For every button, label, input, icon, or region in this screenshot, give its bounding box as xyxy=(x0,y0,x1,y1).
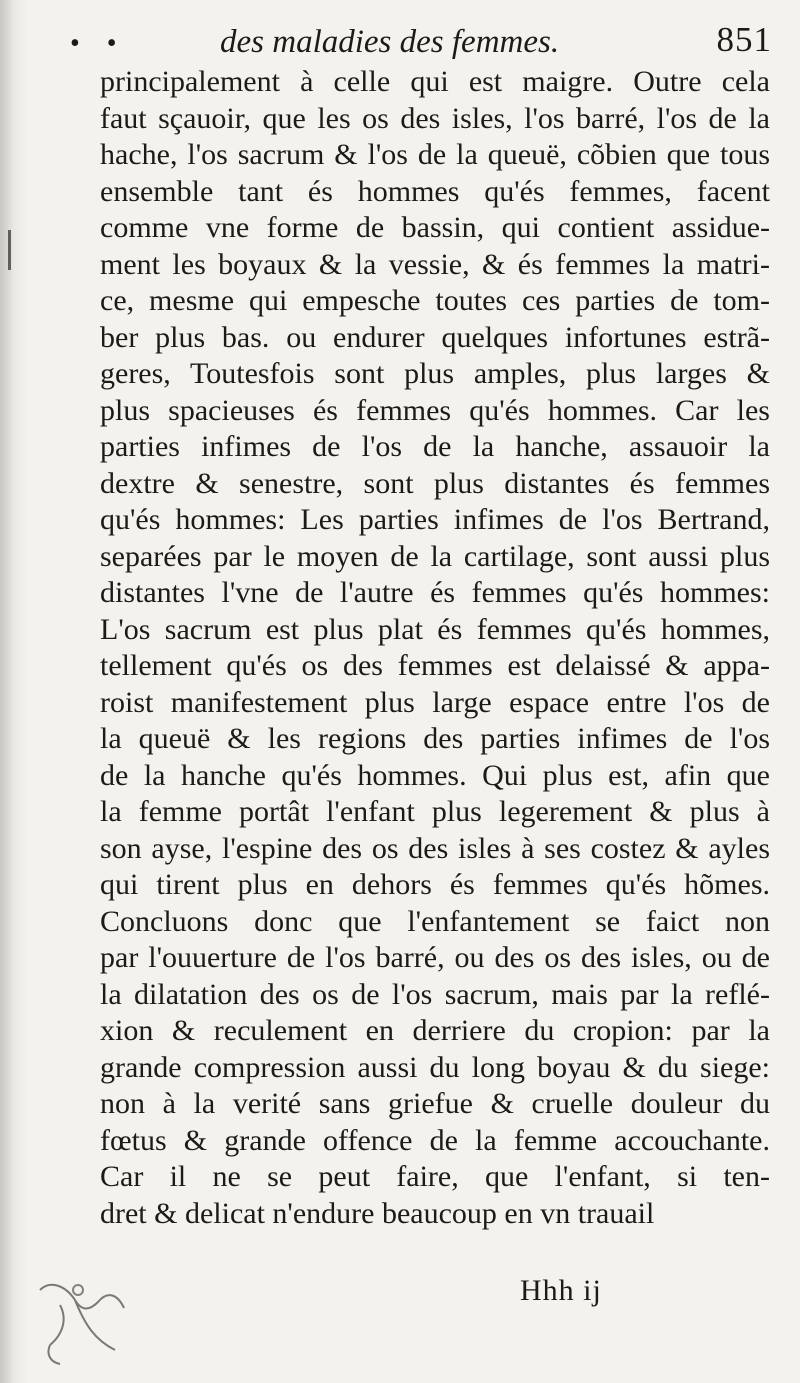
body-text xyxy=(100,64,770,1232)
text-line: son ayse, l'espine des os des isles à ses costez & ayles xyxy=(100,831,770,865)
text-line: Concluons donc que l'enfantement se faict non xyxy=(100,904,770,938)
text-line: la femme portât l'enfant plus legerement & plus à xyxy=(100,795,770,828)
text-line: separées par le moyen de la cartilage, sont aussi plus xyxy=(100,539,770,573)
text-line: principalement à celle qui est maigre. Outre cela xyxy=(100,65,770,98)
text-line: tellement qu'és os des femmes est delaissé & appa- xyxy=(100,649,770,682)
text-line: par l'ouuerture de l'os barré, ou des os des isles, ou de xyxy=(100,941,770,974)
text-line: comme vne forme de bassin, qui contient assidue- xyxy=(100,211,770,244)
page-number: 851 xyxy=(716,20,772,59)
text-line: Car il ne se peut faire, que l'enfant, si ten- xyxy=(100,1160,770,1193)
text-line: non à la verité sans griefue & cruelle douleur du xyxy=(100,1087,770,1120)
text-line: ment les boyaux & la vessie, & és femmes la matri- xyxy=(100,247,770,281)
running-title: des maladies des femmes. xyxy=(220,24,560,60)
text-line: L'os sacrum est plus plat és femmes qu'és hommes, xyxy=(100,612,770,646)
text-line: de la hanche qu'és hommes. Qui plus est, afin que xyxy=(100,758,770,792)
text-line: geres, Toutesfois sont plus amples, plus larges & xyxy=(100,357,770,390)
text-line: faut sçauoir, que les os des isles, l'os barré, l'os de la xyxy=(100,101,770,135)
text-line: la queuë & les regions des parties infimes de l'os xyxy=(100,722,770,755)
signature-mark: Hhh ij xyxy=(520,1274,602,1307)
ornament-doodle xyxy=(20,1250,140,1370)
text-line: dret & delicat n'endure beaucoup en vn trauail xyxy=(100,1196,655,1230)
header-dots: • • xyxy=(70,28,127,59)
text-line: xion & reculement en derriere du cropion: par la xyxy=(100,1014,770,1047)
text-line: ce, mesme qui empesche toutes ces parties de tom- xyxy=(100,284,770,317)
text-line: grande compression aussi du long boyau & du siege: xyxy=(100,1050,770,1084)
text-line: fœtus & grande offence de la femme accouchante. xyxy=(100,1123,770,1157)
text-line: parties infimes de l'os de la hanche, assauoir la xyxy=(100,430,770,463)
text-line: distantes l'vne de l'autre és femmes qu'és hommes: xyxy=(100,576,770,609)
text-line: qui tirent plus en dehors és femmes qu'és hõmes. xyxy=(100,868,770,901)
text-line: qu'és hommes: Les parties infimes de l'os Bertrand, xyxy=(100,503,770,536)
text-line: plus spacieuses és femmes qu'és hommes. Car les xyxy=(100,393,770,427)
text-line: dextre & senestre, sont plus distantes és femmes xyxy=(100,466,770,500)
text-line: roist manifestement plus large espace entre l'os de xyxy=(100,685,770,719)
text-line: hache, l'os sacrum & l'os de la queuë, cõbien que tous xyxy=(100,138,770,171)
text-line: la dilatation des os de l'os sacrum, mais par la reflé- xyxy=(100,977,770,1011)
page-header xyxy=(70,18,772,66)
text-line: ber plus bas. ou endurer quelques infortunes estrã- xyxy=(100,320,770,354)
gutter-mark xyxy=(8,230,11,270)
text-line: ensemble tant és hommes qu'és femmes, facent xyxy=(100,174,770,208)
